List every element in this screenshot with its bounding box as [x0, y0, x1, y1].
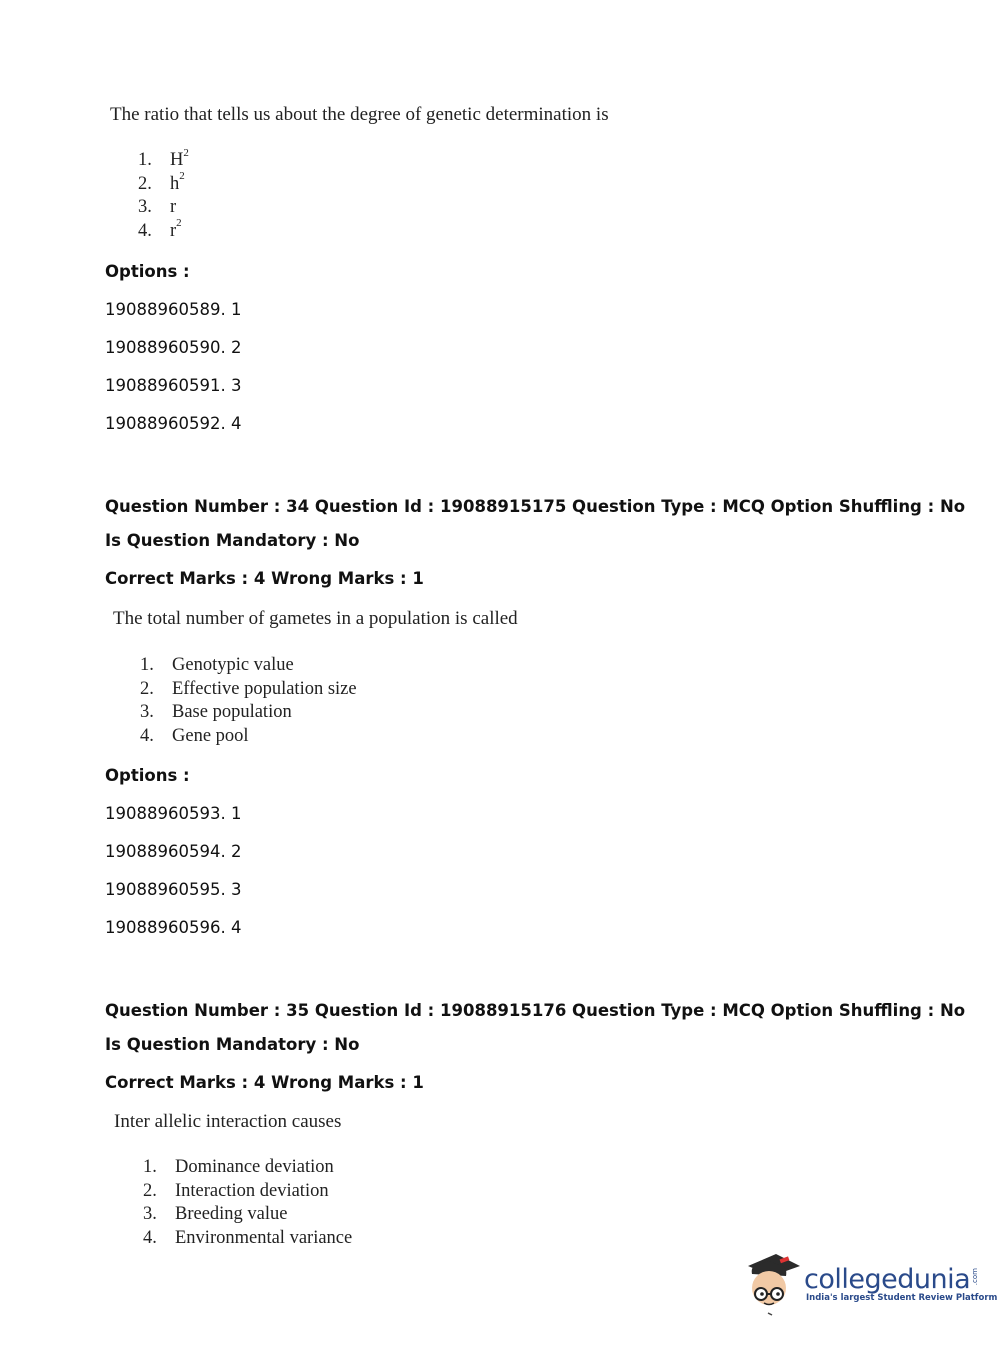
mascot-icon	[742, 1250, 802, 1316]
choice-item: 3. Breeding value	[143, 1204, 288, 1224]
question-choice-list	[138, 146, 189, 243]
choice-item: 2. Effective population size	[140, 678, 357, 699]
choice-item: 4. $r^2$	[138, 217, 182, 241]
option-id: 19088960593. 1	[105, 804, 242, 823]
question-marks: Correct Marks : 4 Wrong Marks : 1	[105, 569, 424, 588]
choice-item: 2. Interaction deviation	[143, 1180, 329, 1201]
choice-item: 3. Base population	[140, 702, 292, 722]
question-mandatory: Is Question Mandatory : No	[105, 1035, 360, 1054]
question-marks: Correct Marks : 4 Wrong Marks : 1	[105, 1073, 424, 1092]
logo-text	[804, 1264, 997, 1303]
option-id: 19088960592. 4	[105, 414, 242, 433]
question-text: The ratio that tells us about the degree of genetic determination is	[110, 104, 609, 125]
choice-item: 3. r	[138, 197, 177, 217]
question-header: Question Number : 34 Question Id : 19088915175 Question Type : MCQ Option Shuffling : No	[105, 497, 966, 516]
option-id: 19088960594. 2	[105, 842, 242, 861]
choice-item: 4. Environmental variance	[143, 1227, 353, 1248]
options-label: Options :	[105, 766, 190, 785]
option-id: 19088960595. 3	[105, 880, 242, 899]
question-choice-list	[143, 1156, 352, 1250]
option-id: 19088960590. 2	[105, 338, 242, 357]
choice-item: 2. $h^2$	[138, 170, 185, 194]
option-id: 19088960596. 4	[105, 918, 242, 937]
choice-item: 1. Dominance deviation	[143, 1157, 334, 1177]
choice-item: 4. Gene pool	[140, 725, 249, 746]
option-id: 19088960589. 1	[105, 300, 242, 319]
choice-item: 1. Genotypic value	[140, 655, 294, 675]
brand-tagline: India's largest Student Review Platform	[806, 1292, 998, 1303]
brand-domain: .com	[971, 1267, 980, 1285]
brand-name: collegedunia	[804, 1263, 971, 1295]
collegedunia-logo	[742, 1250, 997, 1316]
question-mandatory: Is Question Mandatory : No	[105, 531, 360, 550]
choice-item: 1. $H^2$	[138, 146, 189, 170]
question-header: Question Number : 35 Question Id : 19088915176 Question Type : MCQ Option Shuffling : No	[105, 1001, 966, 1020]
option-id: 19088960591. 3	[105, 376, 242, 395]
question-text: Inter allelic interaction causes	[114, 1111, 342, 1132]
options-label: Options :	[105, 262, 190, 281]
question-text: The total number of gametes in a population is called	[113, 608, 518, 629]
question-choice-list	[140, 654, 357, 748]
